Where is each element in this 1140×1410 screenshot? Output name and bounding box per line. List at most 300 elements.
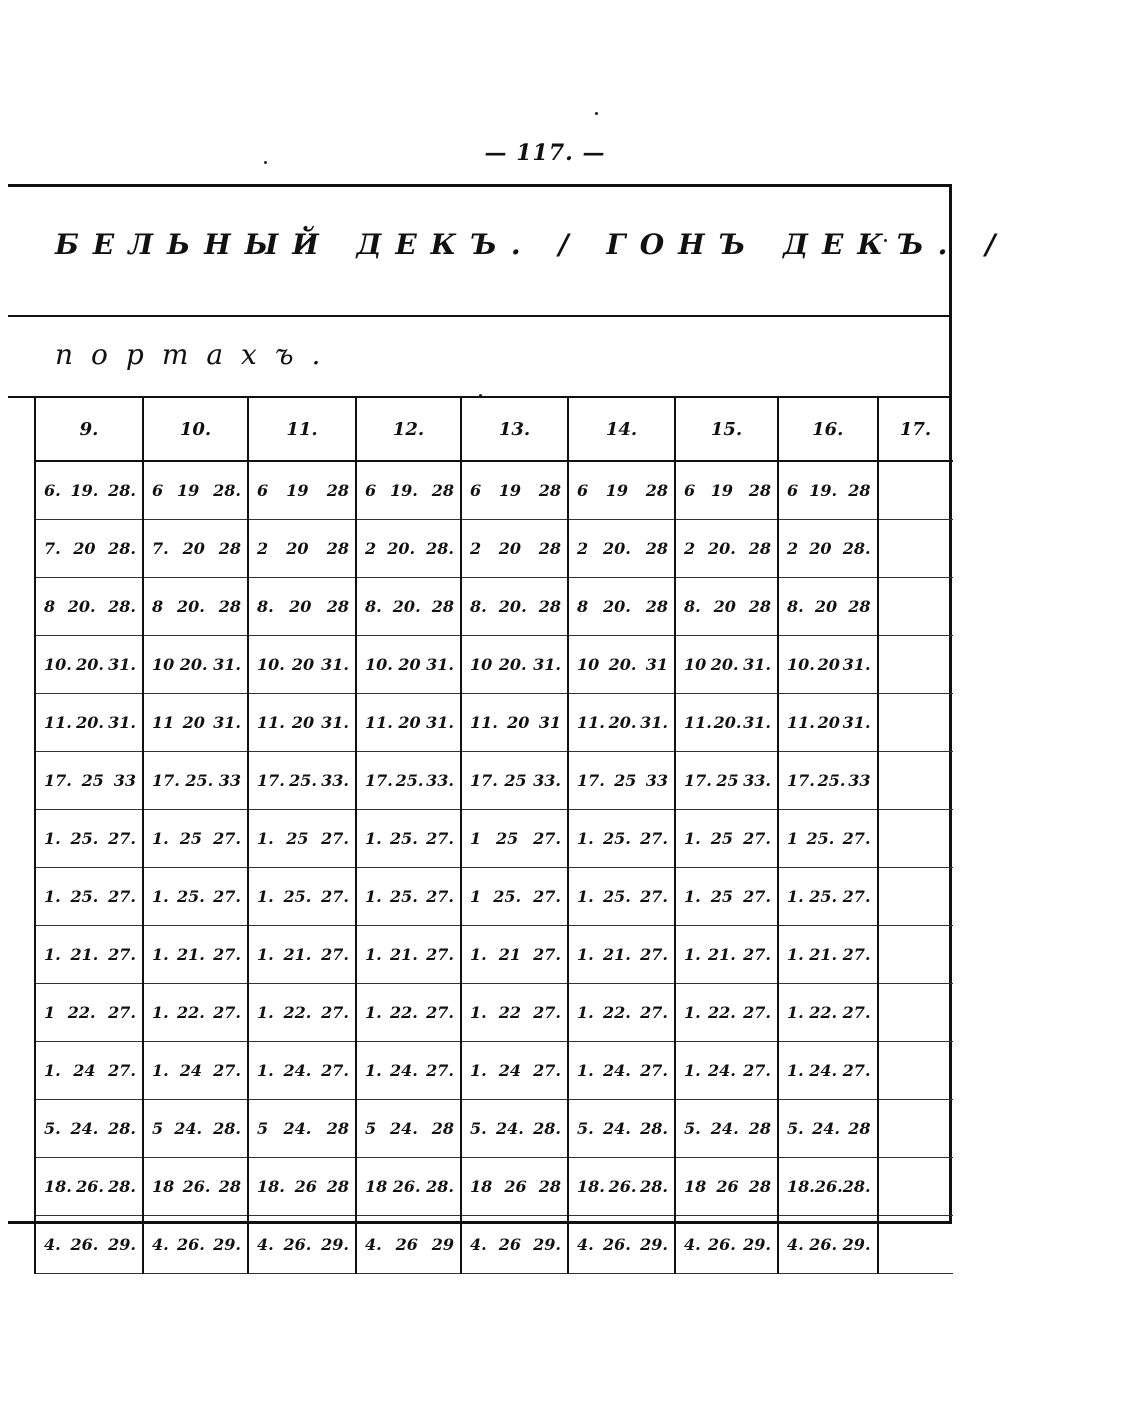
cell-value: 27.: [533, 887, 561, 906]
cell-value: 1.: [470, 945, 487, 964]
cell-value: 20: [73, 539, 96, 558]
cell-value: 26.: [608, 1177, 637, 1196]
table-cell: [35, 1042, 143, 1100]
table-cell: [675, 810, 778, 868]
cell-value: 28.: [213, 481, 241, 500]
cell-value: 20: [182, 713, 205, 732]
cell-value: 31.: [213, 713, 241, 732]
table-cell: [878, 926, 953, 984]
cell-value: 4.: [470, 1235, 487, 1254]
cell-value: 8: [577, 597, 589, 616]
cell-value: 20.: [608, 655, 637, 674]
cell-value: 24.: [603, 1119, 631, 1138]
cell-value: 11.: [577, 713, 605, 732]
table-cell: [461, 868, 568, 926]
cell-value: 25.: [603, 829, 631, 848]
cell-value: 27.: [213, 829, 241, 848]
cell-value: 21.: [177, 945, 205, 964]
table-cell: [568, 1158, 675, 1216]
table-cell: [675, 868, 778, 926]
table-cell: [461, 752, 568, 810]
cell-value: 18.: [257, 1177, 285, 1196]
cell-value: 1: [470, 829, 482, 848]
cell-value: 27.: [533, 829, 561, 848]
table-cell: [778, 1042, 878, 1100]
cell-value: 22.: [177, 1003, 205, 1022]
table-cell: [248, 984, 356, 1042]
table-row: [35, 1100, 953, 1158]
table-cell: [568, 984, 675, 1042]
cell-value: 28: [748, 481, 771, 500]
cell-value: 10: [684, 655, 707, 674]
table-cell: [778, 752, 878, 810]
cell-value: 11.: [787, 713, 815, 732]
cell-value: 24.: [496, 1119, 524, 1138]
cell-value: 1.: [257, 829, 274, 848]
cell-value: 1.: [684, 1003, 701, 1022]
cell-value: 27.: [743, 829, 771, 848]
cell-value: 29: [431, 1235, 454, 1254]
table-cell: [675, 984, 778, 1042]
cell-value: 27.: [321, 1003, 349, 1022]
cell-value: 19: [710, 481, 734, 500]
cell-value: 25: [716, 771, 739, 790]
table-cell: [778, 1216, 878, 1274]
table-cell: [35, 694, 143, 752]
cell-value: 17.: [152, 771, 180, 790]
ports-table: [34, 398, 953, 1274]
cell-value: 21: [498, 945, 522, 964]
cell-value: 25: [496, 829, 519, 848]
cell-value: 20: [507, 713, 530, 732]
cell-value: 25: [710, 887, 734, 906]
table-cell: [461, 636, 568, 694]
cell-value: 28.: [640, 1119, 668, 1138]
cell-value: 7.: [152, 539, 169, 558]
table-cell: [356, 578, 461, 636]
cell-value: 26.: [603, 1235, 631, 1254]
cell-value: 28: [645, 539, 668, 558]
cell-value: 20: [291, 655, 315, 674]
column-header: 11.: [248, 398, 356, 461]
table-cell: [878, 810, 953, 868]
table-cell: [356, 752, 461, 810]
table-cell: [35, 461, 143, 520]
table-cell: [675, 926, 778, 984]
cell-value: 1.: [470, 1003, 487, 1022]
cell-value: 2: [470, 539, 482, 558]
cell-value: 18: [365, 1177, 388, 1196]
cell-value: 29.: [321, 1235, 349, 1254]
cell-value: 27.: [108, 945, 136, 964]
table-row: [35, 810, 953, 868]
cell-value: 25.: [817, 771, 846, 790]
cell-value: 18: [152, 1177, 175, 1196]
cell-value: 10.: [787, 655, 815, 674]
table-cell: [248, 1042, 356, 1100]
table-cell: [778, 1158, 878, 1216]
cell-value: 27.: [640, 1003, 668, 1022]
cell-value: 28: [748, 1177, 771, 1196]
cell-value: 28: [218, 539, 241, 558]
table-cell: [461, 1042, 568, 1100]
cell-value: 20: [809, 539, 832, 558]
cell-value: 1.: [44, 1061, 61, 1080]
cell-value: 26.: [70, 1235, 99, 1254]
cell-value: 26.: [182, 1177, 211, 1196]
cell-value: 29.: [743, 1235, 771, 1254]
table-cell: [778, 1100, 878, 1158]
cell-value: 28: [848, 1119, 871, 1138]
cell-value: 25: [614, 771, 637, 790]
table-cell: [878, 1100, 953, 1158]
cell-value: 1.: [684, 1061, 701, 1080]
cell-value: 24.: [710, 1119, 739, 1138]
table-cell: [878, 694, 953, 752]
cell-value: 20: [398, 713, 421, 732]
cell-value: 28: [538, 1177, 561, 1196]
left-margin-rule: [14, 460, 36, 1224]
column-header: 17.: [878, 398, 953, 461]
cell-value: 17.: [684, 771, 712, 790]
cell-value: 4.: [44, 1235, 61, 1254]
table-row: [35, 984, 953, 1042]
cell-value: 1.: [152, 829, 169, 848]
table-cell: [568, 461, 675, 520]
table-cell: [778, 636, 878, 694]
cell-value: 27.: [533, 1061, 561, 1080]
column-header: 15.: [675, 398, 778, 461]
table-cell: [568, 694, 675, 752]
table-cell: [35, 1158, 143, 1216]
cell-value: 1.: [257, 887, 274, 906]
cell-value: 25.: [70, 829, 99, 848]
ink-speck: [264, 161, 267, 164]
cell-value: 28: [645, 481, 668, 500]
cell-value: 28.: [108, 1177, 136, 1196]
cell-value: 10.: [257, 655, 285, 674]
table-cell: [778, 461, 878, 520]
cell-value: 17.: [577, 771, 605, 790]
cell-value: 28: [326, 481, 349, 500]
table-cell: [568, 636, 675, 694]
table-cell: [878, 461, 953, 520]
cell-value: 24.: [283, 1119, 312, 1138]
cell-value: 27.: [533, 1003, 561, 1022]
cell-value: 1.: [787, 1003, 804, 1022]
table-cell: [35, 520, 143, 578]
cell-value: 1.: [787, 887, 804, 906]
table-cell: [461, 926, 568, 984]
cell-value: 4.: [152, 1235, 169, 1254]
cell-value: 1.: [152, 1061, 169, 1080]
table-cell: [778, 694, 878, 752]
table-cell: [35, 752, 143, 810]
cell-value: 27.: [842, 945, 871, 964]
cell-value: 18.: [787, 1177, 815, 1196]
cell-value: 28.: [426, 1177, 454, 1196]
cell-value: 25.: [809, 887, 838, 906]
cell-value: 27.: [743, 1061, 771, 1080]
cell-value: 31: [538, 713, 561, 732]
cell-value: 10: [470, 655, 493, 674]
cell-value: 4.: [257, 1235, 274, 1254]
cell-value: 20: [814, 597, 838, 616]
cell-value: 8: [44, 597, 56, 616]
cell-value: 31.: [743, 713, 771, 732]
cell-value: 5.: [470, 1119, 487, 1138]
table-cell: [568, 752, 675, 810]
cell-value: 27.: [321, 945, 349, 964]
cell-value: 28: [538, 539, 561, 558]
column-header: 10.: [143, 398, 248, 461]
cell-value: 8: [152, 597, 164, 616]
cell-value: 4.: [577, 1235, 594, 1254]
cell-value: 1.: [44, 945, 61, 964]
cell-value: 6: [257, 481, 269, 500]
cell-value: 20.: [498, 655, 527, 674]
cell-value: 28.: [213, 1119, 241, 1138]
cell-value: 17.: [787, 771, 815, 790]
cell-value: 27.: [842, 1061, 871, 1080]
table-cell: [778, 984, 878, 1042]
cell-value: 22.: [809, 1003, 838, 1022]
table-cell: [143, 926, 248, 984]
table-cell: [248, 1216, 356, 1274]
cell-value: 6.: [44, 481, 61, 500]
table-cell: [356, 868, 461, 926]
cell-value: 25.: [390, 829, 418, 848]
cell-value: 25.: [177, 887, 205, 906]
cell-value: 8.: [257, 597, 274, 616]
cell-value: 6: [470, 481, 482, 500]
table-cell: [356, 636, 461, 694]
cell-value: 20: [182, 539, 205, 558]
cell-value: 1.: [577, 1003, 594, 1022]
cell-value: 21.: [603, 945, 631, 964]
cell-value: 20.: [179, 655, 208, 674]
cell-value: 5.: [577, 1119, 594, 1138]
cell-value: 27.: [743, 887, 771, 906]
cell-value: 25: [286, 829, 309, 848]
cell-value: 20.: [498, 597, 527, 616]
cell-value: 28: [326, 539, 349, 558]
table-cell: [248, 578, 356, 636]
cell-value: 27.: [640, 945, 668, 964]
cell-value: 1.: [577, 829, 594, 848]
cell-value: 5: [152, 1119, 164, 1138]
table-cell: [675, 1100, 778, 1158]
cell-value: 11.: [257, 713, 285, 732]
table-cell: [461, 1100, 568, 1158]
table-cell: [568, 926, 675, 984]
cell-value: 11.: [44, 713, 72, 732]
table-cell: [248, 694, 356, 752]
cell-value: 19: [286, 481, 309, 500]
table-cell: [878, 1042, 953, 1100]
cell-value: 27.: [108, 887, 136, 906]
table-cell: [568, 520, 675, 578]
cell-value: 33.: [743, 771, 771, 790]
cell-value: 20: [498, 539, 522, 558]
table-row: [35, 926, 953, 984]
cell-value: 25: [179, 829, 203, 848]
table-cell: [461, 810, 568, 868]
cell-value: 25.: [70, 887, 99, 906]
cell-value: 1.: [577, 945, 594, 964]
table-cell: [248, 752, 356, 810]
cell-value: 5.: [44, 1119, 61, 1138]
cell-value: 1.: [684, 887, 701, 906]
table-cell: [35, 636, 143, 694]
cell-value: 8.: [365, 597, 382, 616]
cell-value: 25.: [493, 887, 522, 906]
cell-value: 29.: [640, 1235, 668, 1254]
cell-value: 1.: [684, 945, 701, 964]
cell-value: 25.: [185, 771, 214, 790]
table-cell: [248, 636, 356, 694]
cell-value: 24.: [812, 1119, 840, 1138]
cell-value: 27.: [108, 1061, 136, 1080]
table-cell: [356, 1042, 461, 1100]
cell-value: 19: [605, 481, 629, 500]
cell-value: 20: [289, 597, 312, 616]
cell-value: 28: [538, 481, 561, 500]
table-row: [35, 520, 953, 578]
cell-value: 27.: [426, 1061, 454, 1080]
cell-value: 21.: [708, 945, 736, 964]
table-cell: [143, 1158, 248, 1216]
table-cell: [356, 1216, 461, 1274]
table-cell: [248, 461, 356, 520]
cell-value: 19: [498, 481, 522, 500]
cell-value: 6: [365, 481, 377, 500]
cell-value: 6: [787, 481, 799, 500]
table-cell: [143, 810, 248, 868]
table-cell: [461, 461, 568, 520]
cell-value: 26.: [814, 1177, 843, 1196]
cell-value: 17.: [257, 771, 285, 790]
table-cell: [461, 520, 568, 578]
cell-value: 33: [218, 771, 241, 790]
table-cell: [356, 810, 461, 868]
cell-value: 27.: [108, 1003, 136, 1022]
table-cell: [675, 578, 778, 636]
cell-value: 33: [113, 771, 136, 790]
cell-value: 27.: [426, 887, 454, 906]
cell-value: 24.: [390, 1061, 418, 1080]
cell-value: 22.: [67, 1003, 96, 1022]
table-cell: [143, 461, 248, 520]
cell-value: 24.: [390, 1119, 418, 1138]
cell-value: 19.: [809, 481, 838, 500]
cell-value: 31.: [842, 655, 871, 674]
header-row: [35, 398, 953, 461]
cell-value: 24.: [174, 1119, 203, 1138]
cell-value: 24: [73, 1061, 96, 1080]
table-cell: [143, 1216, 248, 1274]
cell-value: 1.: [257, 1061, 274, 1080]
table-cell: [778, 520, 878, 578]
cell-value: 25.: [603, 887, 631, 906]
table-row: [35, 694, 953, 752]
cell-value: 1.: [787, 1061, 804, 1080]
table-cell: [143, 984, 248, 1042]
table-cell: [675, 520, 778, 578]
cell-value: 20: [713, 597, 736, 616]
table-cell: [356, 1158, 461, 1216]
cell-value: 31.: [426, 713, 454, 732]
table-cell: [568, 810, 675, 868]
cell-value: 26.: [809, 1235, 838, 1254]
cell-value: 2: [365, 539, 377, 558]
table-cell: [568, 578, 675, 636]
cell-value: 28.: [426, 539, 454, 558]
table-cell: [143, 636, 248, 694]
table-cell: [356, 520, 461, 578]
cell-value: 28.: [842, 539, 871, 558]
cell-value: 28: [431, 597, 454, 616]
cell-value: 5.: [787, 1119, 804, 1138]
cell-value: 17.: [470, 771, 498, 790]
cell-value: 21.: [390, 945, 418, 964]
table-cell: [356, 926, 461, 984]
cell-value: 31.: [533, 655, 561, 674]
cell-value: 1.: [577, 887, 594, 906]
table-title: БЕЛЬНЫЙ ДЕКЪ. / ГОНЪ ДЕКЪ. /: [55, 228, 1010, 261]
cell-value: 4.: [365, 1235, 382, 1254]
cell-value: 28: [218, 597, 241, 616]
cell-value: 20.: [387, 539, 416, 558]
cell-value: 19.: [390, 481, 418, 500]
cell-value: 19.: [70, 481, 99, 500]
cell-value: 27.: [743, 945, 771, 964]
cell-value: 1.: [365, 1061, 382, 1080]
cell-value: 6: [577, 481, 589, 500]
table-cell: [878, 578, 953, 636]
cell-value: 5.: [684, 1119, 701, 1138]
cell-value: 24.: [809, 1061, 838, 1080]
cell-value: 20.: [603, 597, 631, 616]
table-cell: [568, 1216, 675, 1274]
cell-value: 26: [395, 1235, 418, 1254]
table-cell: [675, 752, 778, 810]
cell-value: 27.: [213, 945, 241, 964]
cell-value: 28: [326, 1177, 349, 1196]
cell-value: 1.: [365, 887, 382, 906]
cell-value: 33: [645, 771, 668, 790]
cell-value: 28.: [842, 1177, 871, 1196]
cell-value: 1: [470, 887, 482, 906]
cell-value: 8.: [787, 597, 804, 616]
cell-value: 20.: [76, 655, 104, 674]
cell-value: 33: [848, 771, 871, 790]
cell-value: 20: [398, 655, 421, 674]
cell-value: 31.: [321, 713, 349, 732]
cell-value: 11: [152, 713, 175, 732]
cell-value: 1.: [365, 945, 382, 964]
cell-value: 31.: [743, 655, 771, 674]
cell-value: 20.: [713, 713, 742, 732]
cell-value: 28: [218, 1177, 241, 1196]
cell-value: 28.: [108, 1119, 136, 1138]
cell-value: 1: [787, 829, 799, 848]
cell-value: 27.: [213, 1003, 241, 1022]
cell-value: 27.: [213, 887, 241, 906]
cell-value: 2: [577, 539, 589, 558]
cell-value: 27.: [533, 945, 561, 964]
cell-value: 11.: [684, 713, 712, 732]
